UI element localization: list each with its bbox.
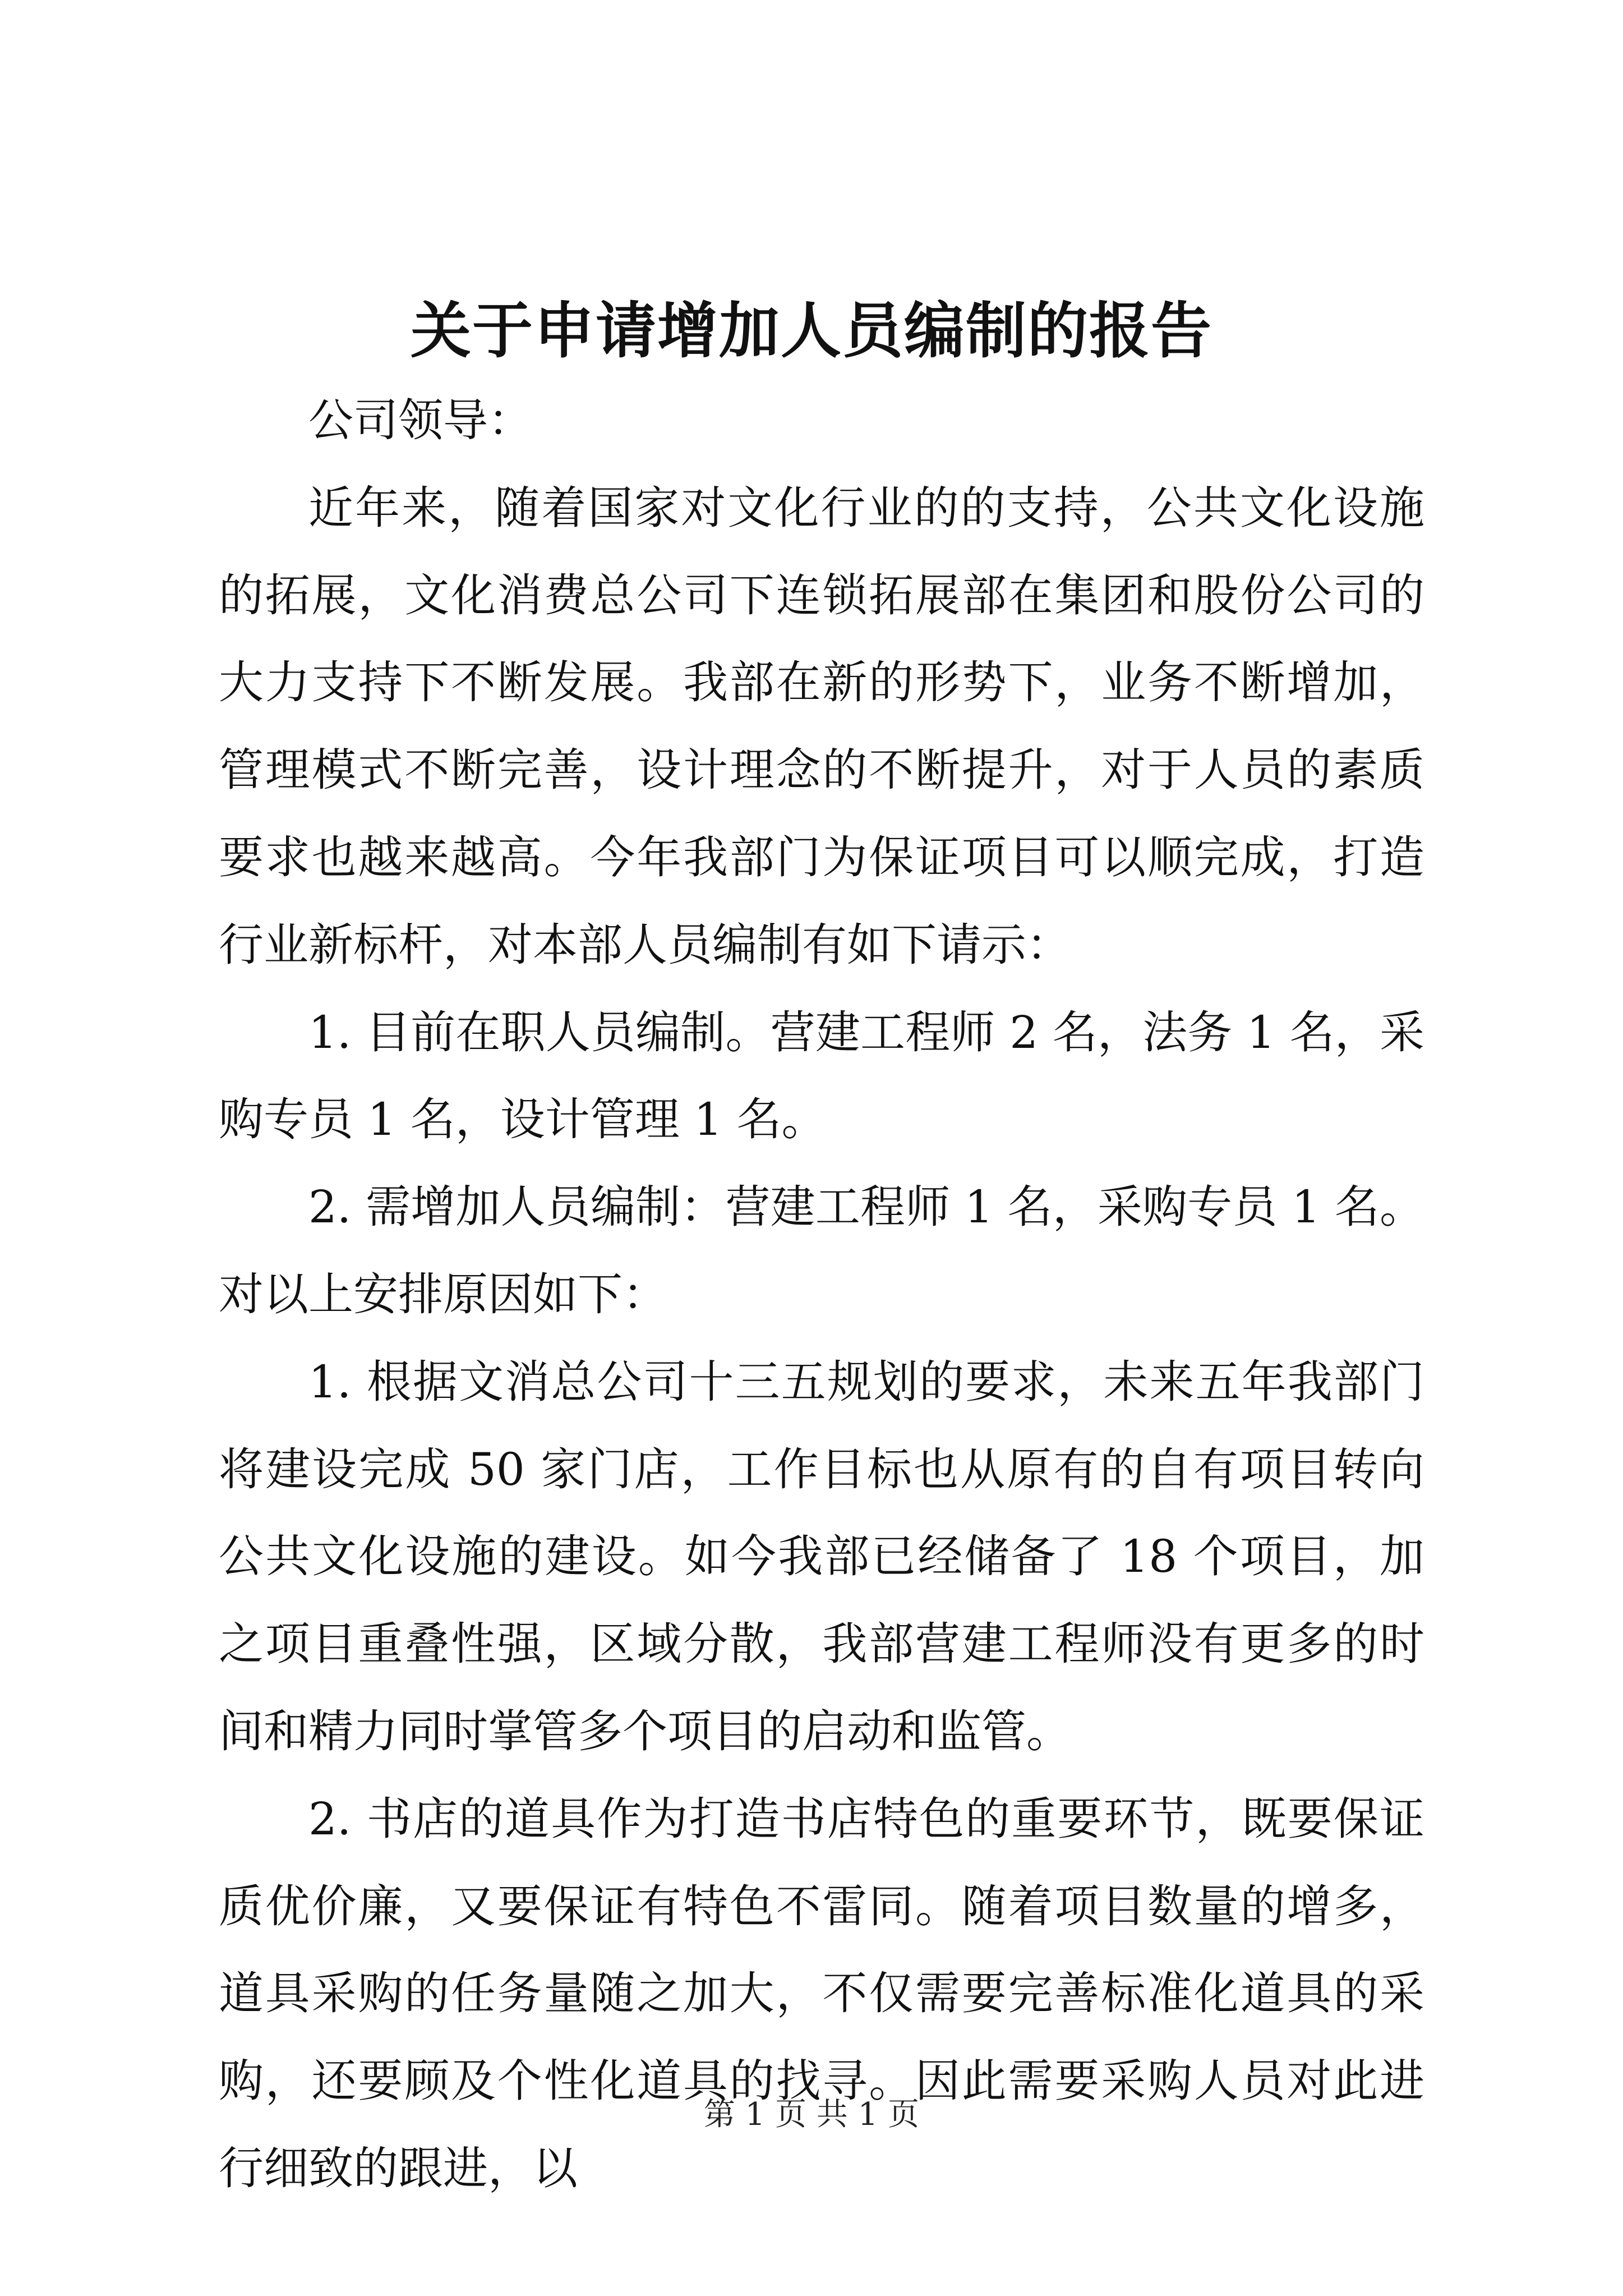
paragraph: 1. 根据文消总公司十三五规划的要求，未来五年我部门将建设完成 50 家门店，工作目标也从原有的自有项目转向公共文化设施的建设。如今我部已经储备了 18 个项目，加之项目重叠性强，区域分散，我部营建工程师没有更多的时间和精力同时掌管多个项目的启动和监管。 — [219, 1355, 1424, 1757]
page-footer: 第 1 页 共 1 页 — [703, 2096, 920, 2133]
document-body — [219, 377, 1424, 2212]
paragraph: 2. 书店的道具作为打造书店特色的重要环节，既要保证质优价廉，又要保证有特色不雷同。随着项目数量的增多，道具采购的任务量随之加大，不仅需要完善标准化道具的采购，还要顾及个性化道具的找寻。因此需要采购人员对此进行细致的跟进，以 — [219, 1792, 1424, 2194]
salutation: 公司领导： — [308, 394, 533, 447]
paragraph: 近年来，随着国家对文化行业的的支持，公共文化设施的拓展，文化消费总公司下连锁拓展部在集团和股份公司的大力支持下不断发展。我部在新的形势下，业务不断增加，管理模式不断完善，设计理念的不断提升，对于人员的素质要求也越来越高。今年我部门为保证项目可以顺完成，打造行业新标杆，对本部人员编制有如下请示： — [219, 481, 1424, 971]
paragraph: 1. 目前在职人员编制。营建工程师 2 名，法务 1 名，采购专员 1 名，设计管理 1 名。 — [219, 1006, 1424, 1146]
paragraph: 2. 需增加人员编制：营建工程师 1 名，采购专员 1 名。对以上安排原因如下： — [219, 1181, 1424, 1320]
document-title: 关于申请增加人员编制的报告 — [410, 296, 1212, 366]
